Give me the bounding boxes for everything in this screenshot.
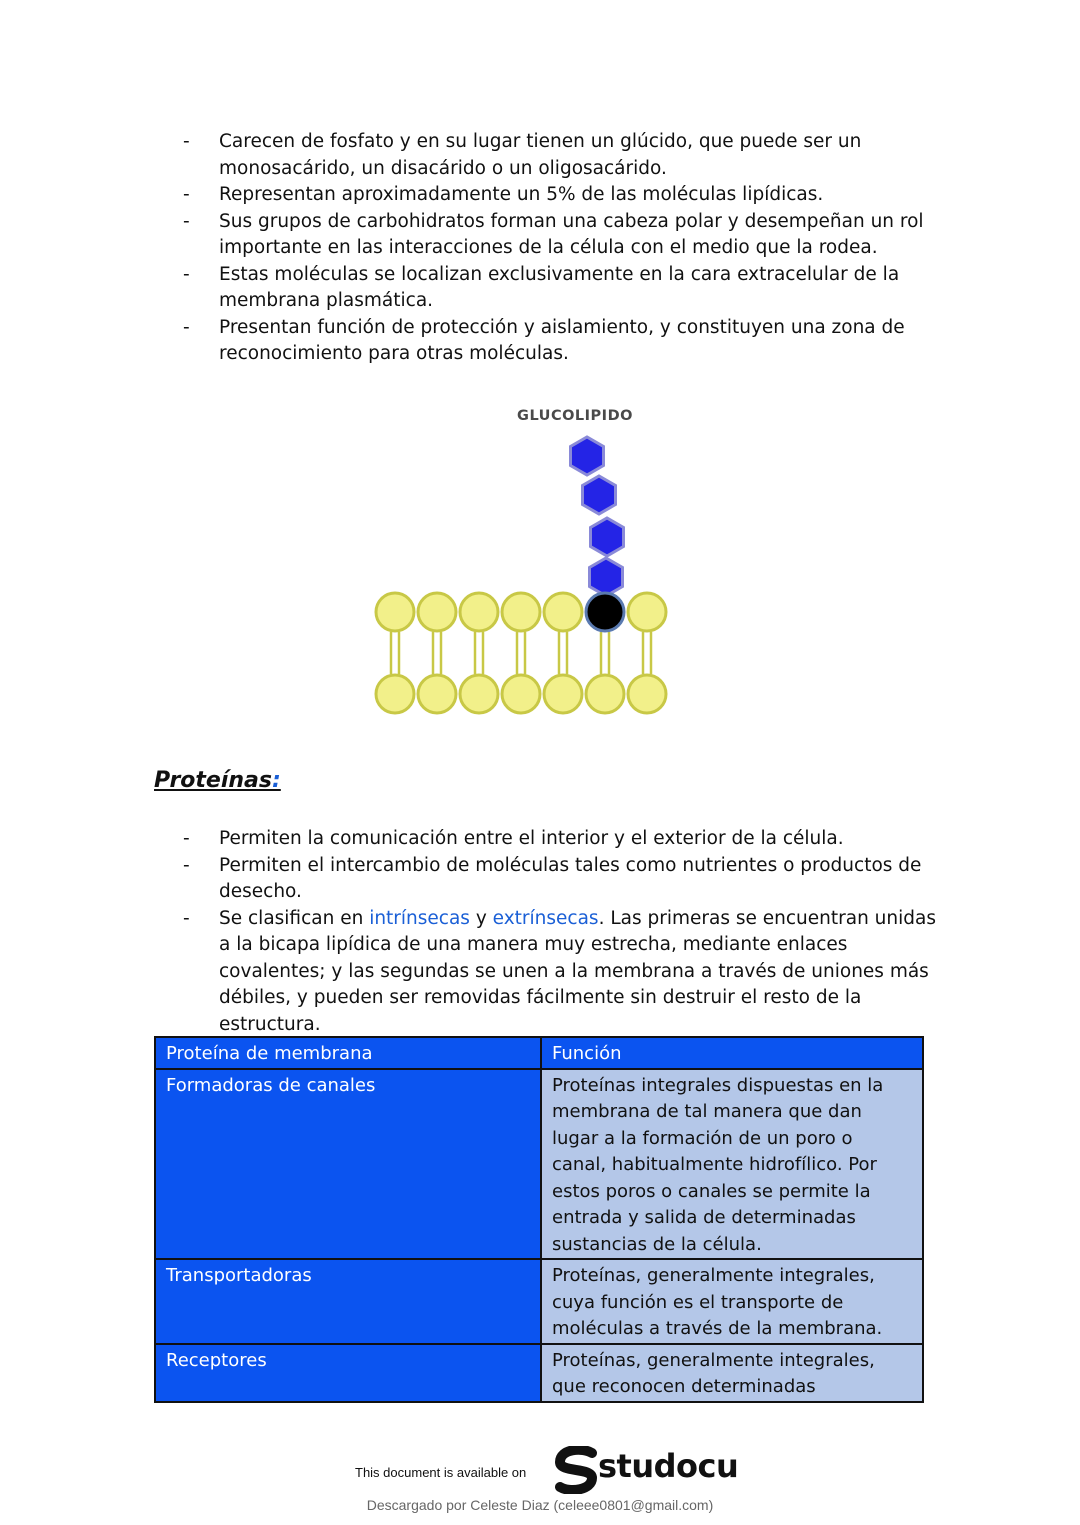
- term-intrinsecas: intrínsecas: [369, 907, 470, 929]
- bullet-text: . Las primeras se encuentran unidas a la bicapa lipídica de una manera muy estrecha, mediante enlaces covalentes; y las segundas se unen a la membrana a través de uniones más débiles, y pueden ser removidas fácilmente sin destruir el resto de la estructura.: [219, 907, 936, 1035]
- sugar-hexagon: [571, 437, 604, 475]
- bullet-text: Estas moléculas se localizan exclusivamente en la cara extracelular de la membrana plasmática.: [219, 263, 900, 311]
- phospholipid-head: [628, 593, 666, 631]
- footer-available-text: This document is available on: [355, 1465, 527, 1480]
- protein-name-cell: Formadoras de canales: [155, 1069, 541, 1260]
- list-item: [183, 826, 943, 853]
- heading-colon: :: [272, 768, 281, 793]
- phospholipid-head: [460, 593, 498, 631]
- phospholipid-head: [418, 675, 456, 713]
- bullet-dash: -: [183, 210, 190, 232]
- heading-text: Proteínas: [154, 768, 272, 793]
- list-item: [183, 315, 943, 368]
- bullet-text: Sus grupos de carbohidratos forman una cabeza polar y desempeñan un rol importante en las interacciones de la célula con el medio que la rodea.: [219, 210, 924, 258]
- phospholipid-head: [544, 675, 582, 713]
- bullet-text: Carecen de fosfato y en su lugar tienen un glúcido, que puede ser un monosacárido, un disacárido o un oligosacárido.: [219, 131, 862, 179]
- phospholipid-head: [502, 593, 540, 631]
- list-item: [183, 906, 943, 1039]
- footer-download-text: Descargado por Celeste Diaz (celeee0801@gmail.com): [366, 1497, 714, 1513]
- protein-name-cell: Receptores: [155, 1344, 541, 1402]
- phospholipid-head: [544, 593, 582, 631]
- diagram-title: GLUCOLIPIDO: [517, 408, 633, 424]
- glycolipid-bullet-list: [183, 129, 943, 368]
- bullet-dash: -: [183, 316, 190, 338]
- bullet-text: Se clasifican en: [219, 907, 370, 929]
- column-header-function: Función: [541, 1037, 923, 1069]
- protein-function-cell: Proteínas, generalmente integrales, cuya función es el transporte de moléculas a través de la membrana.: [541, 1259, 923, 1344]
- phospholipid-head: [628, 675, 666, 713]
- bullet-text: y: [469, 907, 493, 929]
- phospholipid-head: [460, 675, 498, 713]
- lipid-heads: [376, 593, 666, 713]
- sugar-hexagon: [590, 558, 623, 596]
- section-heading: [154, 768, 281, 793]
- glycolipid-head: [586, 593, 624, 631]
- phospholipid-head: [418, 593, 456, 631]
- bullet-dash: -: [183, 907, 190, 929]
- list-item: [183, 853, 943, 906]
- membrane-protein-table: [154, 1036, 924, 1403]
- bullet-dash: -: [183, 131, 190, 152]
- protein-name-cell: Transportadoras: [155, 1259, 541, 1344]
- sugar-hexagon: [591, 518, 624, 556]
- phospholipid-head: [502, 675, 540, 713]
- bullet-text: Presentan función de protección y aislamiento, y constituyen una zona de reconocimiento para otras moléculas.: [219, 316, 905, 364]
- glycolipid-diagram: [360, 396, 690, 736]
- studocu-logo-icon: [552, 1446, 600, 1494]
- table-header-row: [155, 1037, 923, 1069]
- bullet-text: Permiten la comunicación entre el interior y el exterior de la célula.: [219, 828, 844, 849]
- list-item: [183, 182, 943, 209]
- table-row: [155, 1259, 923, 1344]
- list-item: [183, 129, 943, 182]
- bullet-dash: -: [183, 828, 190, 849]
- bullet-dash: -: [183, 184, 190, 205]
- column-header-protein: Proteína de membrana: [155, 1037, 541, 1069]
- bullet-dash: -: [183, 854, 190, 876]
- bullet-text: Permiten el intercambio de moléculas tales como nutrientes o productos de desecho.: [219, 854, 922, 902]
- phospholipid-head: [586, 675, 624, 713]
- list-item: [183, 262, 943, 315]
- sugar-hexagon: [583, 476, 616, 514]
- bullet-text: Representan aproximadamente un 5% de las moléculas lipídicas.: [219, 184, 824, 205]
- sugar-chain: [571, 437, 624, 596]
- lipid-tails: [391, 632, 651, 674]
- phospholipid-head: [376, 675, 414, 713]
- bullet-dash: -: [183, 263, 190, 285]
- phospholipid-head: [376, 593, 414, 631]
- studocu-wordmark: studocu: [598, 1447, 739, 1485]
- protein-bullet-list: [183, 826, 943, 1038]
- protein-function-cell: Proteínas, generalmente integrales, que reconocen determinadas: [541, 1344, 923, 1402]
- table-row: [155, 1344, 923, 1402]
- list-item: [183, 209, 943, 262]
- table-row: [155, 1069, 923, 1260]
- protein-function-cell: Proteínas integrales dispuestas en la membrana de tal manera que dan lugar a la formación de un poro o canal, habitualmente hidrofílico. Por estos poros o canales se permite la entrada y salida de determinadas sustancias de la célula.: [541, 1069, 923, 1260]
- term-extrinsecas: extrínsecas: [492, 907, 599, 929]
